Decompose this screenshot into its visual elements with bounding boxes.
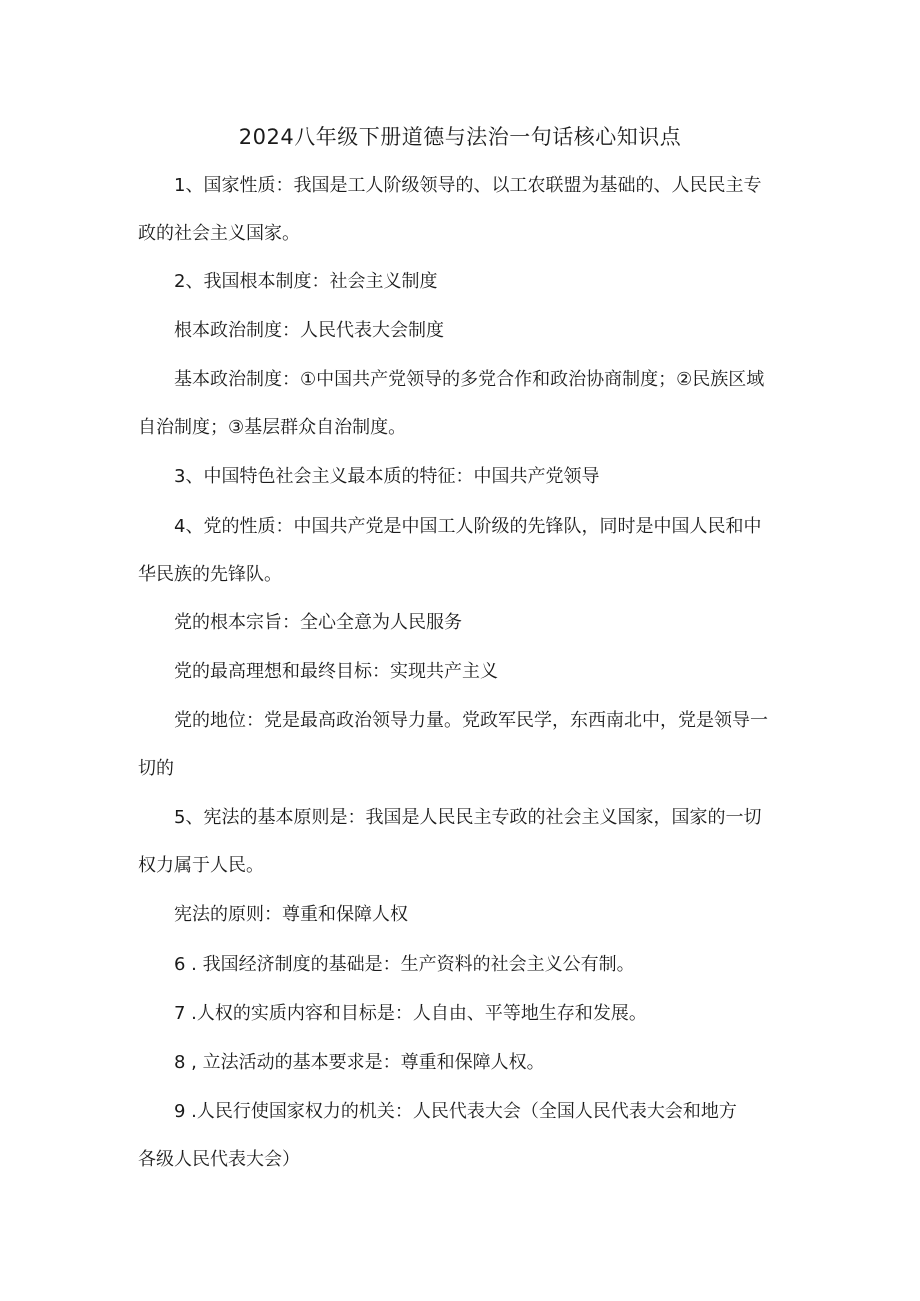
paragraph-5 (138, 453, 788, 501)
paragraph-9 (138, 697, 788, 793)
paragraph-line: 1、国家性质：我国是工人阶级领导的、以工农联盟为基础的、人民民主专 (174, 175, 762, 196)
paragraph-line: 权力属于人民。 (138, 855, 264, 876)
paragraph-13 (138, 990, 788, 1038)
paragraph-line: 9 .人民行使国家权力的机关：人民代表大会（全国人民代表大会和地方 (174, 1101, 737, 1122)
paragraph-12 (138, 941, 788, 989)
paragraph-line: 根本政治制度：人民代表大会制度 (174, 320, 444, 341)
paragraph-line: 5、宪法的基本原则是：我国是人民民主专政的社会主义国家，国家的一切 (174, 807, 762, 828)
paragraph-10 (138, 794, 788, 890)
paragraph-line: 宪法的原则：尊重和保障人权 (174, 904, 408, 925)
paragraph-7 (138, 599, 788, 647)
paragraph-line: 2、我国根本制度：社会主义制度 (174, 271, 438, 292)
paragraph-line: 党的地位：党是最高政治领导力量。党政军民学，东西南北中，党是领导一 (174, 710, 768, 731)
paragraph-6 (138, 503, 788, 599)
paragraph-line: 6 . 我国经济制度的基础是：生产资料的社会主义公有制。 (174, 954, 635, 975)
paragraph-line: 7 .人权的实质内容和目标是：人自由、平等地生存和发展。 (174, 1003, 647, 1024)
paragraph-line: 政的社会主义国家。 (138, 223, 300, 244)
paragraph-14 (138, 1039, 788, 1087)
paragraph-8 (138, 648, 788, 696)
paragraph-line: 党的根本宗旨：全心全意为人民服务 (174, 612, 462, 633)
paragraph-1 (138, 162, 788, 258)
paragraph-line: 8 , 立法活动的基本要求是：尊重和保障人权。 (174, 1052, 545, 1073)
paragraph-15 (138, 1088, 788, 1184)
paragraph-line: 基本政治制度：①中国共产党领导的多党合作和政治协商制度；②民族区域 (174, 369, 765, 390)
paragraph-2 (138, 258, 788, 306)
document-title: 2024八年级下册道德与法治一句话核心知识点 (238, 125, 682, 149)
paragraph-line: 切的 (138, 758, 174, 779)
paragraph-line: 自治制度；③基层群众自治制度。 (138, 417, 407, 438)
paragraph-3 (138, 307, 788, 355)
paragraph-line: 3、中国特色社会主义最本质的特征：中国共产党领导 (174, 466, 600, 487)
paragraph-4 (138, 356, 788, 452)
paragraph-line: 华民族的先锋队。 (138, 564, 282, 585)
paragraph-line: 党的最高理想和最终目标：实现共产主义 (174, 661, 498, 682)
paragraph-11 (138, 891, 788, 939)
paragraph-line: 4、党的性质：中国共产党是中国工人阶级的先锋队，同时是中国人民和中 (174, 516, 762, 537)
paragraph-line: 各级人民代表大会） (138, 1149, 300, 1170)
